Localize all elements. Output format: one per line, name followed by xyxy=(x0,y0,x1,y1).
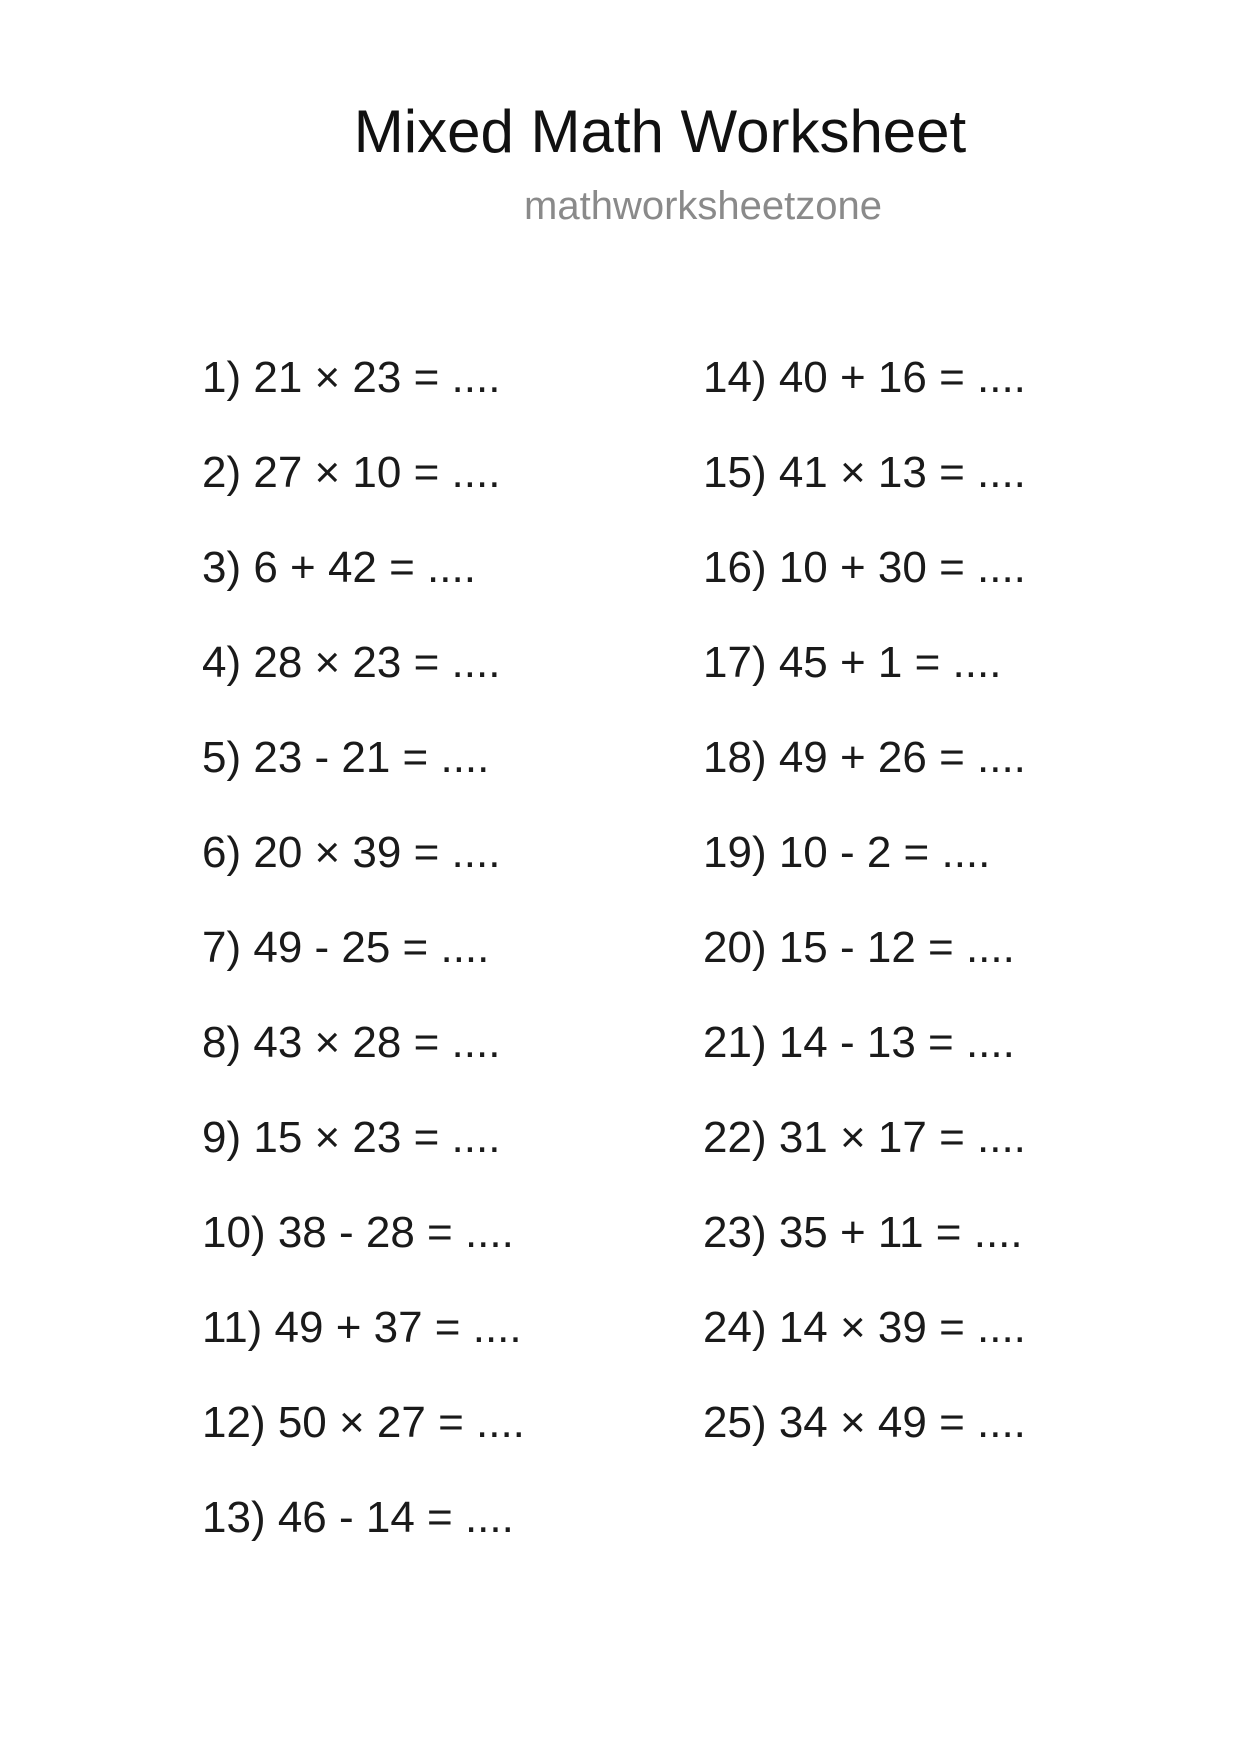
problem-item: 16) 10 + 30 = .... xyxy=(703,543,1026,592)
worksheet-subtitle: mathworksheetzone xyxy=(524,184,882,228)
problem-item: 21) 14 - 13 = .... xyxy=(703,1018,1015,1067)
problem-item: 11) 49 + 37 = .... xyxy=(202,1303,522,1352)
problem-item: 20) 15 - 12 = .... xyxy=(703,923,1015,972)
problem-item: 7) 49 - 25 = .... xyxy=(202,923,490,972)
problem-item: 3) 6 + 42 = .... xyxy=(202,543,476,592)
problem-item: 14) 40 + 16 = .... xyxy=(703,353,1026,402)
problem-item: 2) 27 × 10 = .... xyxy=(202,448,501,497)
problem-item: 23) 35 + 11 = .... xyxy=(703,1208,1023,1257)
problem-item: 25) 34 × 49 = .... xyxy=(703,1398,1026,1447)
problem-item: 5) 23 - 21 = .... xyxy=(202,733,490,782)
problem-item: 12) 50 × 27 = .... xyxy=(202,1398,525,1447)
problem-item: 8) 43 × 28 = .... xyxy=(202,1018,501,1067)
problem-item: 22) 31 × 17 = .... xyxy=(703,1113,1026,1162)
problem-item: 15) 41 × 13 = .... xyxy=(703,448,1026,497)
problem-item: 18) 49 + 26 = .... xyxy=(703,733,1026,782)
problem-item: 4) 28 × 23 = .... xyxy=(202,638,501,687)
problem-item: 6) 20 × 39 = .... xyxy=(202,828,501,877)
problem-item: 1) 21 × 23 = .... xyxy=(202,353,501,402)
problem-item: 10) 38 - 28 = .... xyxy=(202,1208,514,1257)
problem-item: 17) 45 + 1 = .... xyxy=(703,638,1002,687)
problem-item: 9) 15 × 23 = .... xyxy=(202,1113,501,1162)
worksheet-title: Mixed Math Worksheet xyxy=(353,98,967,165)
problem-item: 19) 10 - 2 = .... xyxy=(703,828,991,877)
problem-column-right xyxy=(703,348,1026,1488)
problem-item: 24) 14 × 39 = .... xyxy=(703,1303,1026,1352)
problem-item: 13) 46 - 14 = .... xyxy=(202,1493,514,1542)
problem-column-left xyxy=(202,348,525,1583)
